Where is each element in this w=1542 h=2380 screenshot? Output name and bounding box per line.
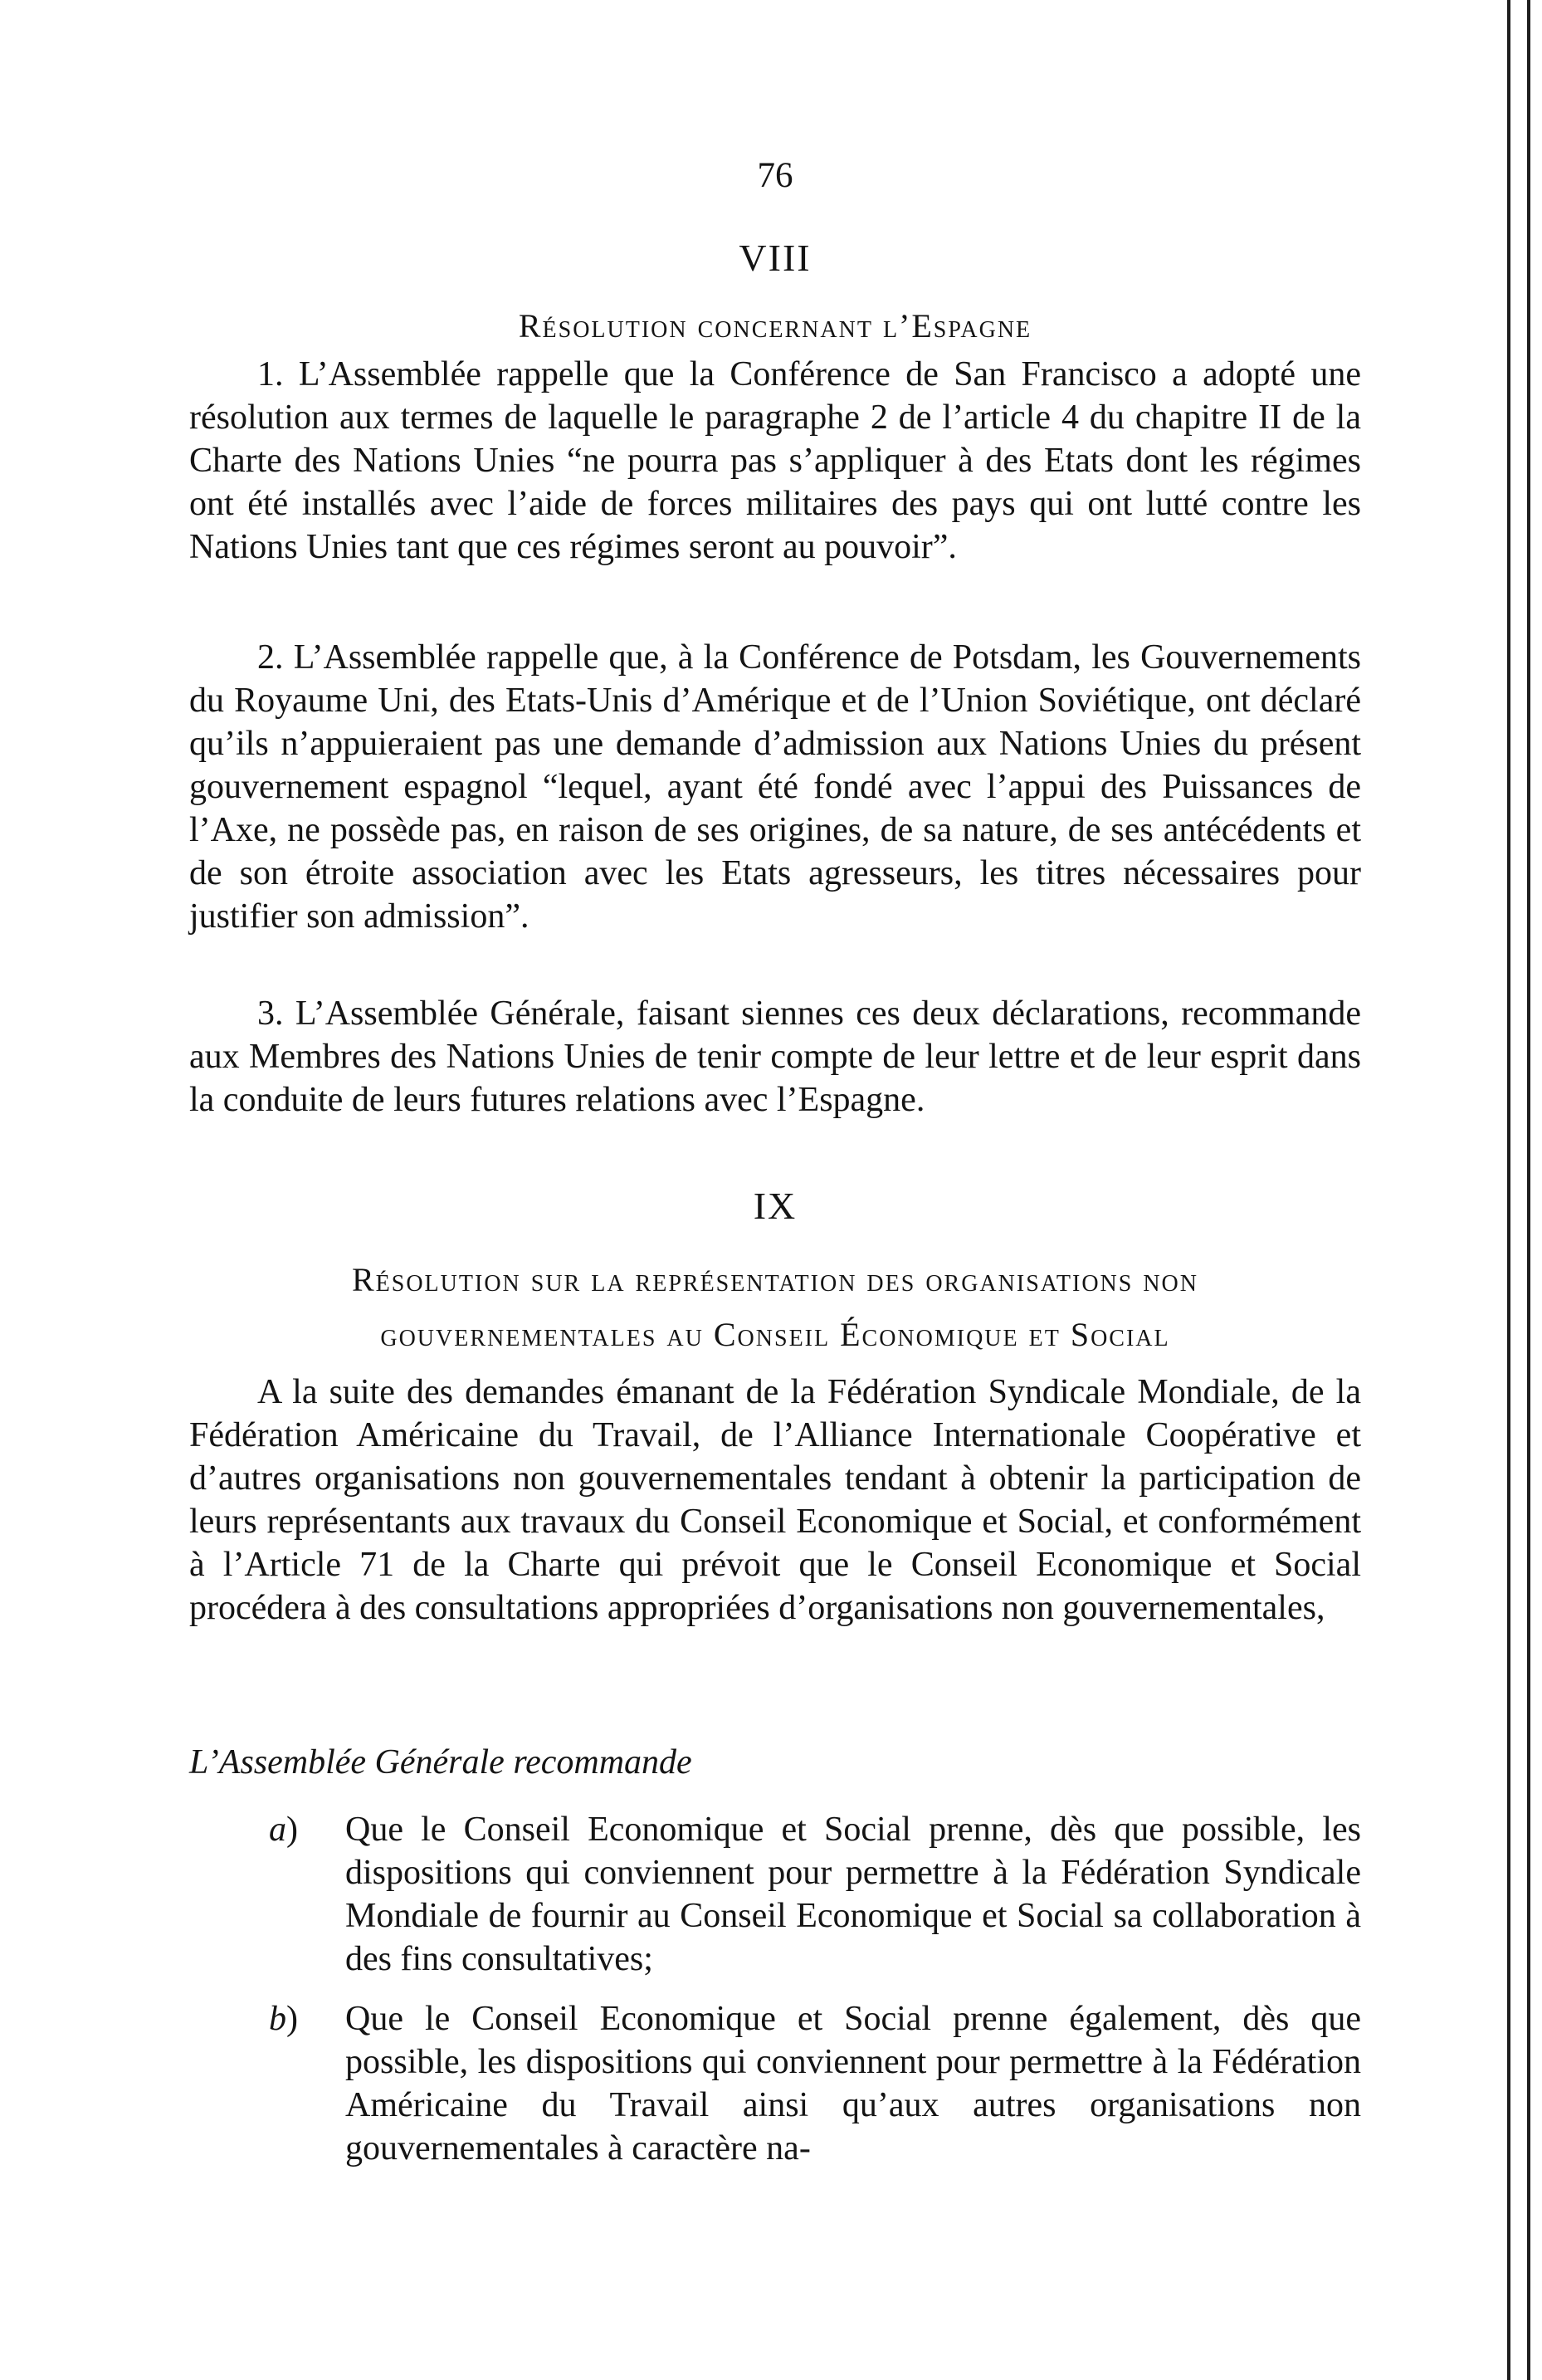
item-a-marker: a) [269, 1811, 298, 1849]
section-9-heading-line-1: Résolution sur la représentation des organisations non [351, 1261, 1198, 1298]
scan-edge-line-right [1527, 0, 1530, 2380]
section-8-paragraph-1: 1. L’Assemblée rappelle que la Conférence de San Francisco a adopté une résolution aux termes de laquelle le paragraphe 2 de l’article 4 du chapitre II de la Charte des Nations Unies “ne pourra pas s’appliquer à des Etats dont les régimes ont été installés avec l’aide de forces militaires des pays qui ont lutté contre les Nations Unies tant que ces régimes seront au pouvoir”. [189, 355, 1361, 566]
section-9-numeral: IX [753, 1185, 798, 1227]
item-b-marker: b) [269, 2000, 298, 2038]
item-a-letter: a [269, 1811, 286, 1849]
section-9-intro: L’Assemblée Générale recommande [189, 1743, 692, 1781]
recommendation-item-b [189, 1997, 1361, 2170]
recommendation-item-a [189, 1808, 1361, 1981]
item-a-text: Que le Conseil Economique et Social prenne, dès que possible, les dispositions qui conviennent pour permettre à la Fédération Syndicale Mondiale de fournir au Conseil Economique et Social sa collaboration à des fins consultatives; [345, 1811, 1361, 1978]
section-9-preamble: A la suite des demandes émanant de la Fédération Syndicale Mondiale, de la Fédération Américaine du Travail, de l’Alliance Internationale Coopérative et d’autres organisations non gouvernementales tendant à obtenir la participation de leurs représentants aux travaux du Conseil Economique et Social, et conformément à l’Article 71 de la Charte qui prévoit que le Conseil Economique et Social procédera à des consultations appropriées d’organisations non gouvernementales, [189, 1373, 1361, 1627]
section-8-numeral: VIII [739, 237, 812, 279]
section-9-heading-line-2: gouvernementales au Conseil Économique et Social [380, 1316, 1170, 1353]
item-b-letter: b [269, 2000, 286, 2038]
item-b-text: Que le Conseil Economique et Social prenne également, dès que possible, les dispositions qui conviennent pour permettre à la Fédération Américaine du Travail ainsi qu’aux autres organisations non gouvernementales à caractère na- [345, 2000, 1361, 2167]
page-number: 76 [757, 156, 793, 195]
section-8-paragraph-3: 3. L’Assemblée Générale, faisant siennes ces deux déclarations, recommande aux Membres des Nations Unies de tenir compte de leur lettre et de leur esprit dans la conduite de leurs futures relations avec l’Espagne. [189, 995, 1361, 1119]
scan-edge-line-left [1507, 0, 1510, 2380]
section-8-heading: Résolution concernant l’Espagne [518, 307, 1032, 345]
section-8-paragraph-2: 2. L’Assemblée rappelle que, à la Conférence de Potsdam, les Gouvernements du Royaume Uni, des Etats-Unis d’Amérique et de l’Union Soviétique, ont déclaré qu’ils n’appuieraient pas une demande d’admission aux Nations Unies du présent gouvernement espagnol “lequel, ayant été fondé avec l’appui des Puissances de l’Axe, ne possède pas, en raison de ses origines, de sa nature, de ses antécédents et de son étroite association avec les Etats agresseurs, les titres nécessaires pour justifier son admission”. [189, 638, 1361, 936]
